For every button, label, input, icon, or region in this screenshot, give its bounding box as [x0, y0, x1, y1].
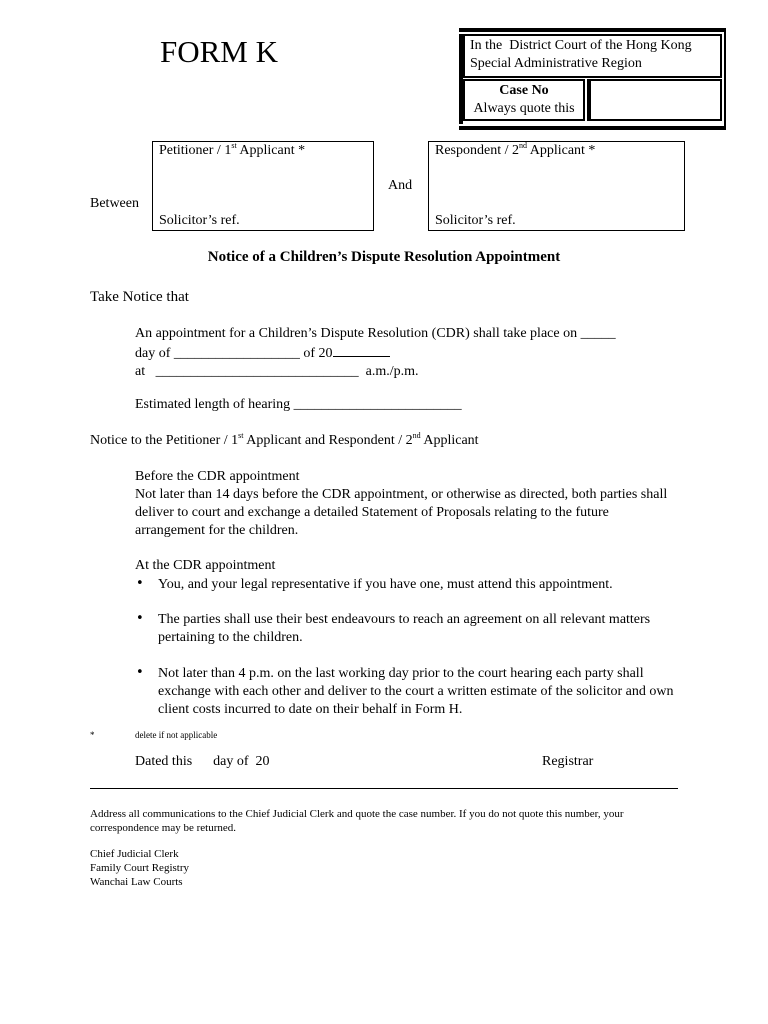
court-line-2: Special Administrative Region [470, 56, 642, 71]
appointment-line-1: An appointment for a Children’s Dispute Resolution (CDR) shall take place on _____ [135, 326, 616, 341]
appointment-line-3: at _____________________________ a.m./p.m. [135, 364, 419, 379]
address-line: Chief Judicial Clerk [90, 848, 179, 860]
respondent-label: Respondent / 2nd Applicant * [435, 141, 596, 158]
before-cdr-heading: Before the CDR appointment [135, 469, 300, 484]
respondent-box[interactable] [428, 141, 685, 231]
footnote-text: delete if not applicable [135, 730, 218, 740]
bullet-icon: • [136, 611, 144, 626]
estimated-length: Estimated length of hearing ________________________ [135, 397, 462, 412]
bullet-text: Not later than 4 p.m. on the last working day prior to the court hearing each party shall exchange with each other and deliver to the court a written estimate of the solicitor and own client costs incurred to date on their behalf in Form H. [158, 666, 674, 717]
address-line: Family Court Registry [90, 862, 189, 874]
notice-to-parties-heading: Notice to the Petitioner / 1st Applicant and Respondent / 2nd Applicant [90, 431, 479, 448]
court-name [463, 34, 722, 78]
before-cdr-section [135, 468, 680, 540]
notice-title: Notice of a Children’s Dispute Resolution Appointment [207, 249, 561, 265]
bullet-item [136, 665, 678, 719]
bullet-text: The parties shall use their best endeavours to reach an agreement on all relevant matters pertaining to the children. [158, 612, 651, 645]
appointment-block [135, 325, 680, 381]
case-no-hint: Always quote this [473, 101, 575, 116]
case-number-field[interactable] [587, 79, 722, 121]
petitioner-box[interactable] [152, 141, 374, 231]
address-line: Wanchai Law Courts [90, 876, 183, 888]
appointment-line-2: day of __________________ of 20 [135, 343, 680, 363]
court-info-box [459, 28, 726, 130]
before-cdr-text: Not later than 14 days before the CDR appointment, or otherwise as directed, both parties shall deliver to court and exchange a detailed Statement of Proposals relating to the future arrangement for the children. [135, 487, 668, 538]
address-note: Address all communications to the Chief Judicial Clerk and quote the case number. If you do not quote this number, your correspondence may be returned. [90, 808, 624, 834]
divider [90, 788, 678, 789]
bullet-item [136, 611, 678, 647]
case-no-label: Case No [499, 83, 549, 98]
registrar-label: Registrar [542, 754, 594, 769]
address-block [90, 847, 189, 889]
dated-line: Dated this day of 20 [135, 754, 270, 769]
between-label: Between [90, 196, 139, 211]
bullet-icon: • [136, 576, 144, 591]
court-line-1: In the District Court of the Hong Kong [470, 38, 692, 53]
petitioner-label: Petitioner / 1st Applicant * [159, 141, 306, 158]
case-number-label-cell [463, 79, 585, 121]
petitioner-solicitor-ref: Solicitor’s ref. [159, 213, 240, 228]
take-notice-heading: Take Notice that [90, 289, 189, 305]
footnote-mark: * [90, 730, 95, 740]
respondent-solicitor-ref: Solicitor’s ref. [435, 213, 516, 228]
form-title: FORM K [160, 34, 279, 69]
and-label: And [388, 178, 413, 193]
bullet-item [136, 576, 678, 594]
bullet-text: You, and your legal representative if you have one, must attend this appointment. [158, 577, 613, 592]
at-cdr-heading: At the CDR appointment [135, 558, 276, 573]
bullet-icon: • [136, 665, 144, 680]
